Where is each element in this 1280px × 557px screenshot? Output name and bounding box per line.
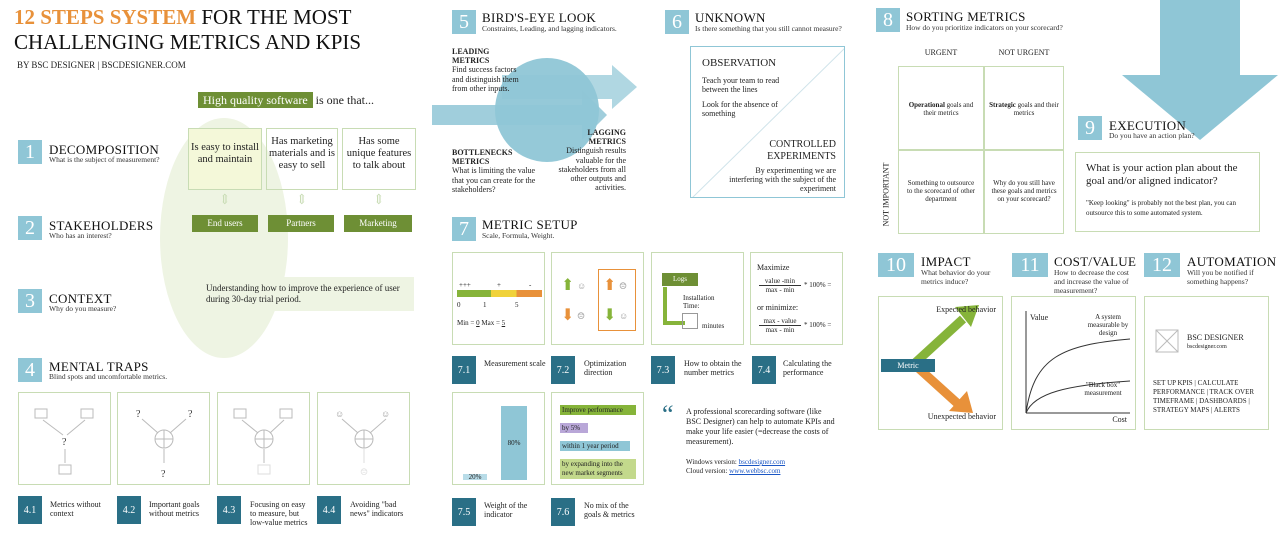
software-quote: A professional scorecarding software (like BSC Designer) can help to automate KPIs and make your life easier (=decrease the costs of measurement). bbox=[686, 407, 835, 446]
unexpected-label: Unexpected behavior bbox=[927, 412, 996, 421]
arrow-up-icon: ⬆ bbox=[603, 277, 617, 294]
cell-4-text: Why do you still have these goals and metrics on your scorecard? bbox=[991, 179, 1057, 203]
observation-text-1: Teach your team to read between the lines bbox=[702, 76, 780, 95]
step-9-title: EXECUTION bbox=[1109, 118, 1187, 133]
minutes-label: minutes bbox=[702, 322, 725, 330]
arrow-down-icon: ⬇ bbox=[561, 307, 575, 324]
execution-box bbox=[1075, 152, 1260, 232]
calc-box bbox=[750, 252, 843, 345]
max-value: 5 bbox=[501, 319, 506, 327]
goals-without-metrics-icon bbox=[118, 393, 211, 486]
lagging-title: LAGGING METRICS bbox=[587, 128, 626, 147]
step-12-title: AUTOMATION bbox=[1187, 254, 1277, 269]
mix-line-2: by 5% bbox=[560, 423, 588, 433]
weight-bar-small bbox=[463, 474, 487, 480]
bottleneck-text: What is limiting the value that you can create for the stakeholders? bbox=[452, 166, 536, 194]
quality-col-2-text: Has marketing materials and is easy to sell bbox=[269, 136, 335, 171]
cloud-link[interactable]: www.webbsc.com bbox=[729, 467, 781, 475]
min-times-100: * 100% = bbox=[804, 321, 832, 329]
quality-col-2 bbox=[266, 128, 338, 190]
trap-4-4-label: Avoiding "bad news" indicators bbox=[350, 500, 404, 519]
setup-7-2-number: 7.2 bbox=[551, 356, 575, 384]
mix-line-1: Improve performance bbox=[560, 405, 636, 415]
obtain-box bbox=[651, 252, 744, 345]
svg-text:?: ? bbox=[136, 409, 141, 420]
max-label: Max = bbox=[481, 319, 500, 327]
step-2-subtitle: Who has an interest? bbox=[49, 231, 112, 240]
step-3-number: 3 bbox=[18, 289, 42, 313]
automation-features: SET UP KPIS | CALCULATE PERFORMANCE | TRACK OVER TIMEFRAME | DASHBOARDS | STRATEGY MAPS | ALERTS bbox=[1153, 379, 1255, 414]
quality-headline bbox=[198, 93, 374, 108]
setup-7-3-label: How to obtain the number metrics bbox=[684, 359, 742, 378]
step-8-subtitle: How do you prioritize indicators on your scorecard? bbox=[906, 23, 1063, 32]
quality-highlight: High quality software bbox=[198, 92, 313, 108]
svg-text:☺: ☺ bbox=[381, 409, 391, 419]
step-4-subtitle: Blind spots and uncomfortable metrics. bbox=[49, 372, 168, 381]
trap-4-4-number: 4.4 bbox=[317, 496, 341, 524]
svg-text:?: ? bbox=[188, 409, 193, 420]
execution-note: "Keep looking" is probably not the best plan, you can outsource this to some automated system. bbox=[1086, 199, 1236, 217]
trap-4-1-number: 4.1 bbox=[18, 496, 42, 524]
bsc-designer-logo bbox=[1155, 329, 1179, 353]
scale-num-2: 1 bbox=[483, 301, 487, 309]
understanding-banner: Understanding how to improve the experience of user during 30-day trial period. bbox=[196, 277, 414, 311]
mix-line-3: within 1 year period bbox=[560, 441, 630, 451]
frown-icon: ☹ bbox=[619, 281, 628, 291]
cell-2-text: goals and their metrics bbox=[1013, 101, 1059, 117]
step-7-number: 7 bbox=[452, 217, 476, 241]
leading-title: LEADING METRICS bbox=[452, 47, 490, 66]
value-axis-label: Value bbox=[1030, 313, 1049, 322]
bottleneck-title: BOTTLENECKS METRICS bbox=[452, 148, 513, 167]
weight-small-label: 20% bbox=[468, 473, 482, 481]
easy-to-measure-icon bbox=[218, 393, 311, 486]
trap-box-1 bbox=[18, 392, 111, 485]
setup-7-5-label: Weight of the indicator bbox=[484, 501, 528, 520]
matrix-cell-2 bbox=[984, 66, 1064, 150]
scale-label-3: - bbox=[529, 281, 532, 289]
observation-title: OBSERVATION bbox=[702, 57, 777, 69]
cost-axis-label: Cost bbox=[1112, 415, 1127, 424]
matrix-cell-3 bbox=[898, 150, 984, 234]
step-5-number: 5 bbox=[452, 10, 476, 34]
logs-badge: Logs bbox=[662, 273, 698, 286]
min-value: 0 bbox=[476, 319, 480, 327]
bottleneck-block bbox=[452, 148, 546, 194]
blackbox-label: "Black box" measurement bbox=[1084, 381, 1122, 397]
step-5-subtitle: Constraints, Leading, and lagging indicators. bbox=[482, 24, 617, 33]
step-9-number: 9 bbox=[1078, 116, 1102, 140]
step-10-subtitle: What behavior do your metrics induce? bbox=[921, 268, 991, 286]
step-7-title: METRIC SETUP bbox=[482, 217, 578, 232]
controlled-title: CONTROLLED EXPERIMENTS bbox=[767, 139, 836, 162]
setup-7-1-number: 7.1 bbox=[452, 356, 476, 384]
cloud-label: Cloud version: bbox=[686, 467, 728, 475]
scale-num-1: 0 bbox=[457, 301, 461, 309]
trap-4-1-label: Metrics without context bbox=[50, 500, 101, 519]
costvalue-box bbox=[1011, 296, 1136, 430]
weight-big-label: 80% bbox=[507, 439, 521, 447]
setup-7-3-number: 7.3 bbox=[651, 356, 675, 384]
min-label: Min = bbox=[457, 319, 475, 327]
execution-question: What is your action plan about the goal and/or aligned indicator? bbox=[1086, 162, 1238, 187]
weight-box bbox=[452, 392, 545, 485]
trap-4-3-number: 4.3 bbox=[217, 496, 241, 524]
lagging-text: Distinguish results valuable for the stakeholders from all other outputs and activities. bbox=[558, 146, 626, 193]
leading-text: Find success factors and distinguish them from other inputs. bbox=[452, 65, 519, 93]
no-context-diagram-icon bbox=[19, 393, 112, 486]
step-11-title: COST/VALUE bbox=[1054, 254, 1137, 269]
arrow-down-icon: ⬇ bbox=[603, 307, 617, 324]
arrow-up-icon: ⬆ bbox=[561, 277, 575, 294]
step-6-number: 6 bbox=[665, 10, 689, 34]
scale-label-1: +++ bbox=[459, 281, 471, 289]
installation-label: Installation Time: bbox=[683, 294, 715, 310]
installation-field bbox=[682, 313, 698, 329]
tag-end-users: End users bbox=[192, 215, 258, 232]
scale-label-2: + bbox=[497, 281, 501, 289]
step-6-title: UNKNOWN bbox=[695, 10, 766, 25]
matrix-cell-1 bbox=[898, 66, 984, 150]
max-formula-bottom: max - min bbox=[765, 286, 795, 294]
step-7-subtitle: Scale, Formula, Weight. bbox=[482, 231, 555, 240]
quote-mark-icon: “ bbox=[662, 400, 674, 429]
step-9-subtitle: Do you have an action plan? bbox=[1109, 131, 1195, 140]
setup-7-5-number: 7.5 bbox=[452, 498, 476, 526]
tag-partners: Partners bbox=[268, 215, 334, 232]
quality-rest: is one that... bbox=[315, 93, 374, 107]
step-6-subtitle: Is there something that you still cannot measure? bbox=[695, 24, 842, 33]
tag-marketing: Marketing bbox=[344, 215, 412, 232]
trap-box-3 bbox=[217, 392, 310, 485]
cell-1-text: goals and their metrics bbox=[923, 101, 974, 117]
quality-col-1 bbox=[188, 128, 262, 190]
automation-box bbox=[1144, 296, 1269, 430]
max-times-100: * 100% = bbox=[804, 281, 832, 289]
automation-brand: BSC DESIGNER bbox=[1187, 333, 1244, 342]
page-title bbox=[14, 5, 434, 55]
step-10-number: 10 bbox=[878, 253, 914, 277]
or-minimize-label: or minimize: bbox=[757, 303, 799, 312]
max-formula-top: value -min bbox=[759, 277, 801, 286]
step-8-number: 8 bbox=[876, 8, 900, 32]
double-arrow-icon: ⇕ bbox=[296, 193, 308, 208]
frown-icon: ☹ bbox=[577, 311, 586, 321]
quality-col-3-text: Has some unique features to talk about bbox=[346, 136, 412, 171]
title-rest-1: FOR THE MOST bbox=[201, 5, 352, 29]
leading-block bbox=[452, 47, 528, 93]
setup-7-1-label: Measurement scale bbox=[484, 359, 546, 368]
automation-site: bscdesigner.com bbox=[1187, 344, 1227, 350]
min-formula-bottom: max - min bbox=[765, 326, 795, 334]
impact-box bbox=[878, 296, 1003, 430]
cloud-version-row bbox=[686, 467, 780, 475]
smile-icon: ☺ bbox=[619, 311, 629, 321]
unknown-box bbox=[690, 46, 845, 198]
trap-4-3-label: Focusing on easy to measure, but low-value metrics bbox=[250, 500, 308, 528]
quality-col-3 bbox=[342, 128, 416, 190]
bad-news-icon bbox=[318, 393, 411, 486]
setup-7-6-label: No mix of the goals & metrics bbox=[584, 501, 635, 520]
step-3-subtitle: Why do you measure? bbox=[49, 304, 117, 313]
cell-1-bold: Operational bbox=[908, 101, 945, 109]
step-2-number: 2 bbox=[18, 216, 42, 240]
trap-4-2-label: Important goals without metrics bbox=[149, 500, 200, 519]
windows-version-row bbox=[686, 458, 785, 466]
mix-line-4: by expanding into the new market segments bbox=[560, 459, 636, 479]
system-label: A system measurable by design bbox=[1087, 313, 1129, 337]
step-3-title: CONTEXT bbox=[49, 291, 112, 306]
trap-box-4 bbox=[317, 392, 410, 485]
step-12-subtitle: Will you be notified if something happens? bbox=[1187, 268, 1254, 286]
step-4-title: MENTAL TRAPS bbox=[49, 359, 149, 374]
controlled-text: By experimenting we are interfering with the subject of the experiment bbox=[729, 166, 836, 194]
step-12-number: 12 bbox=[1144, 253, 1180, 277]
not-urgent-header: NOT URGENT bbox=[998, 48, 1050, 57]
smile-icon: ☺ bbox=[577, 281, 587, 291]
metric-label: Metric bbox=[881, 359, 935, 372]
maximize-label: Maximize bbox=[757, 263, 790, 272]
step-11-number: 11 bbox=[1012, 253, 1048, 277]
trap-4-2-number: 4.2 bbox=[117, 496, 141, 524]
expected-label: Expected behavior bbox=[936, 305, 996, 314]
step-4-number: 4 bbox=[18, 358, 42, 382]
svg-text:☺: ☺ bbox=[335, 409, 345, 419]
max-formula bbox=[759, 277, 801, 294]
urgent-header: URGENT bbox=[924, 48, 958, 57]
weight-bar-big bbox=[501, 406, 527, 480]
trap-box-2 bbox=[117, 392, 210, 485]
step-10-title: IMPACT bbox=[921, 254, 971, 269]
scale-box bbox=[452, 252, 545, 345]
step-11-subtitle: How to decrease the cost and increase the value of measurement? bbox=[1054, 268, 1129, 295]
min-formula-top: max - value bbox=[759, 317, 801, 326]
windows-label: Windows version: bbox=[686, 458, 737, 466]
setup-7-4-number: 7.4 bbox=[752, 356, 776, 384]
svg-text:?: ? bbox=[62, 437, 67, 448]
quality-col-1-text: Is easy to install and maintain bbox=[191, 142, 259, 165]
double-arrow-icon: ⇕ bbox=[219, 193, 231, 208]
svg-text:☹: ☹ bbox=[360, 467, 369, 477]
step-5-title: BIRD'S-EYE LOOK bbox=[482, 10, 597, 25]
scale-bar bbox=[457, 290, 542, 297]
min-max-row bbox=[457, 319, 505, 327]
windows-link[interactable]: bscdesigner.com bbox=[738, 458, 786, 466]
mix-box bbox=[551, 392, 644, 485]
direction-box bbox=[551, 252, 644, 345]
cell-3-text: Something to outsource to the scorecard of other department bbox=[906, 179, 976, 203]
scale-num-3: 5 bbox=[515, 301, 519, 309]
step-1-subtitle: What is the subject of measurement? bbox=[49, 155, 160, 164]
setup-7-4-label: Calculating the performance bbox=[783, 359, 832, 378]
setup-7-6-number: 7.6 bbox=[551, 498, 575, 526]
step-1-title: DECOMPOSITION bbox=[49, 142, 160, 157]
step-2-title: STAKEHOLDERS bbox=[49, 218, 154, 233]
not-important-header: NOT IMPORTANT bbox=[881, 162, 891, 227]
min-formula bbox=[759, 317, 801, 334]
byline: BY BSC DESIGNER | BSCDESIGNER.COM bbox=[17, 60, 186, 70]
setup-7-2-label: Optimization direction bbox=[584, 359, 627, 378]
title-accent: 12 STEPS SYSTEM bbox=[14, 5, 197, 29]
svg-text:?: ? bbox=[161, 469, 166, 480]
lagging-block bbox=[554, 128, 626, 192]
step-8-title: SORTING METRICS bbox=[906, 9, 1026, 24]
step-1-number: 1 bbox=[18, 140, 42, 164]
observation-text-2: Look for the absence of something bbox=[702, 100, 778, 119]
matrix-cell-4 bbox=[984, 150, 1064, 234]
cell-2-bold: Strategic bbox=[989, 101, 1016, 109]
title-rest-2: CHALLENGING METRICS AND KPIS bbox=[14, 30, 362, 54]
double-arrow-icon: ⇕ bbox=[373, 193, 385, 208]
